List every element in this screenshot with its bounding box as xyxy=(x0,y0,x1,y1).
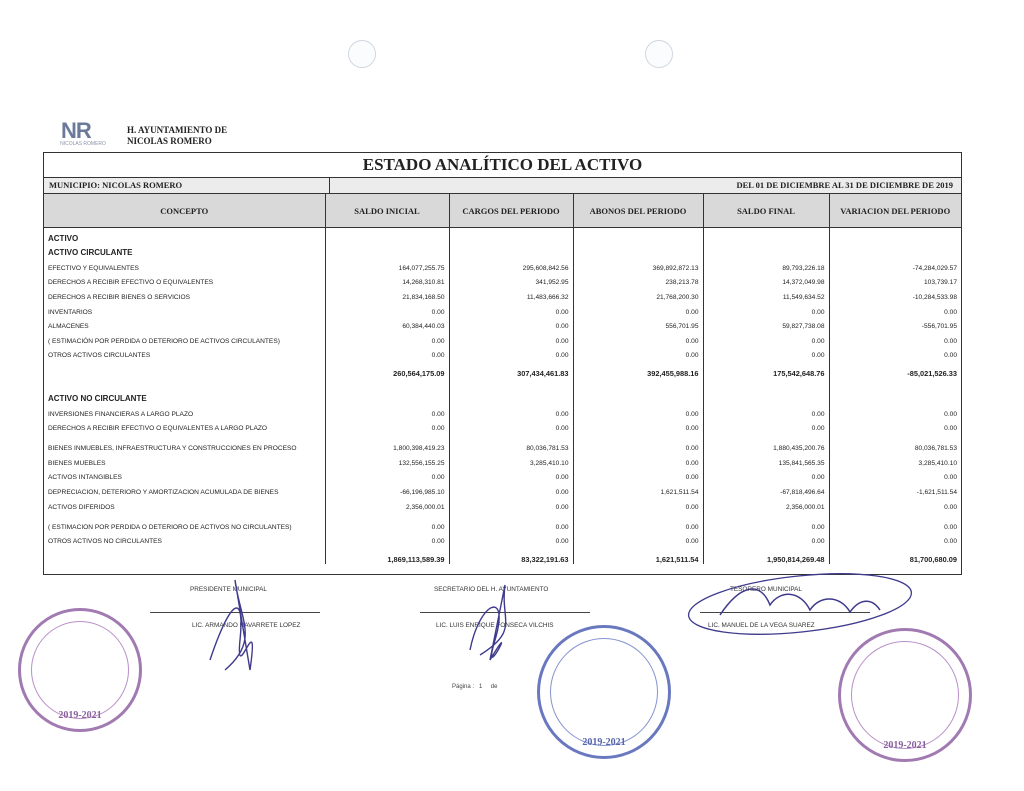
concept-cell: BIENES INMUEBLES, INFRAESTRUCTURA Y CONSTRUCCIONES EN PROCESO xyxy=(44,432,325,452)
amount-cell: 1,880,435,200.76 xyxy=(703,432,829,452)
secretario-name: LIC. LUIS ENRIQUE FONSECA VILCHIS xyxy=(436,622,554,629)
amount-cell: 238,213.78 xyxy=(573,272,703,287)
amount-cell: 83,322,191.63 xyxy=(449,545,573,564)
concept-cell: DERECHOS A RECIBIR EFECTIVO O EQUIVALENTES A LARGO PLAZO xyxy=(44,418,325,433)
amount-cell: 556,701.95 xyxy=(573,316,703,331)
amount-cell: 0.00 xyxy=(829,467,961,482)
col-header: SALDO FINAL xyxy=(703,194,829,228)
concept-cell: ACTIVO NO CIRCULANTE xyxy=(44,388,325,403)
page-label: Página : xyxy=(452,684,475,690)
seal-year: 2019-2021 xyxy=(58,710,102,721)
amount-cell: 369,892,872.13 xyxy=(573,257,703,272)
amount-cell: 0.00 xyxy=(829,531,961,546)
org-line-2: NICOLAS ROMERO xyxy=(127,136,212,146)
municipio-label: MUNICIPIO: NICOLAS ROMERO xyxy=(44,178,330,193)
amount-cell: 0.00 xyxy=(325,511,449,531)
amount-cell: 0.00 xyxy=(573,403,703,418)
amount-cell: 0.00 xyxy=(325,467,449,482)
amount-cell: 0.00 xyxy=(449,531,573,546)
seal-year: 2019-2021 xyxy=(883,740,927,751)
amount-cell: 0.00 xyxy=(703,403,829,418)
amount-cell: 0.00 xyxy=(325,418,449,433)
amount-cell: 1,621,511.54 xyxy=(573,481,703,496)
amount-cell: 0.00 xyxy=(829,301,961,316)
amount-cell: 0.00 xyxy=(449,403,573,418)
amount-cell: 0.00 xyxy=(449,316,573,331)
amount-cell: 295,608,842.56 xyxy=(449,257,573,272)
concept-cell: OTROS ACTIVOS CIRCULANTES xyxy=(44,345,325,360)
amount-cell: 80,036,781.53 xyxy=(449,432,573,452)
concept-cell: ( ESTIMACIÓN POR PERDIDA O DETERIORO DE ACTIVOS CIRCULANTES) xyxy=(44,330,325,345)
amount-cell: 0.00 xyxy=(573,496,703,511)
concept-cell: INVENTARIOS xyxy=(44,301,325,316)
page-indicator xyxy=(452,684,497,690)
secretaria-seal xyxy=(537,625,671,759)
amount-cell: 132,556,155.25 xyxy=(325,452,449,467)
amount-cell: 0.00 xyxy=(449,496,573,511)
presidente-title: PRESIDENTE MUNICIPAL xyxy=(190,586,267,593)
concept-cell: INVERSIONES FINANCIERAS A LARGO PLAZO xyxy=(44,403,325,418)
amount-cell: 14,268,310.81 xyxy=(325,272,449,287)
amount-cell: 0.00 xyxy=(573,345,703,360)
amount-cell: 103,739.17 xyxy=(829,272,961,287)
amount-cell: 80,036,781.53 xyxy=(829,432,961,452)
amount-cell: 0.00 xyxy=(703,418,829,433)
amount-cell: 0.00 xyxy=(325,345,449,360)
amount-cell: 0.00 xyxy=(325,531,449,546)
logo-text: NR xyxy=(61,118,91,143)
amount-cell: 0.00 xyxy=(449,301,573,316)
report-title: ESTADO ANALÍTICO DEL ACTIVO xyxy=(44,153,961,178)
logo-subtext: NICOLAS ROMERO xyxy=(60,141,106,147)
amount-cell: 0.00 xyxy=(573,531,703,546)
amount-cell: 0.00 xyxy=(573,432,703,452)
amount-cell: 1,869,113,589.39 xyxy=(325,545,449,564)
col-header: VARIACION DEL PERIODO xyxy=(829,194,961,228)
concept-cell: ALMACENES xyxy=(44,316,325,331)
amount-cell: 0.00 xyxy=(573,301,703,316)
amount-cell: 0.00 xyxy=(829,418,961,433)
amount-cell: 0.00 xyxy=(325,330,449,345)
amount-cell: 0.00 xyxy=(449,345,573,360)
concept-cell: ( ESTIMACION POR PERDIDA O DETERIORO DE ACTIVOS NO CIRCULANTES) xyxy=(44,511,325,531)
amount-cell: 0.00 xyxy=(573,418,703,433)
tesorero-title: TESORERO MUNICIPAL xyxy=(730,586,802,593)
page-of: de xyxy=(490,684,498,690)
tesoreria-seal xyxy=(838,628,972,762)
amount-cell: 392,455,988.16 xyxy=(573,359,703,378)
amount-cell: 81,700,680.09 xyxy=(829,545,961,564)
amount-cell: 0.00 xyxy=(449,511,573,531)
amount-cell: 1,800,398,419.23 xyxy=(325,432,449,452)
amount-cell: 0.00 xyxy=(573,330,703,345)
amount-cell: 59,827,738.08 xyxy=(703,316,829,331)
amount-cell: 2,356,000.01 xyxy=(703,496,829,511)
amount-cell: 11,549,634.52 xyxy=(703,286,829,301)
amount-cell: -556,701.95 xyxy=(829,316,961,331)
amount-cell: 135,841,565.35 xyxy=(703,452,829,467)
concept-cell: ACTIVOS INTANGIBLES xyxy=(44,467,325,482)
amount-cell: 0.00 xyxy=(703,531,829,546)
amount-cell: 0.00 xyxy=(703,330,829,345)
period-label: DEL 01 DE DICIEMBRE AL 31 DE DICIEMBRE DE 2019 xyxy=(736,180,953,190)
amount-cell: 0.00 xyxy=(829,330,961,345)
amount-cell: 0.00 xyxy=(325,403,449,418)
page-number: 1 xyxy=(479,684,483,690)
amount-cell: 21,834,168.50 xyxy=(325,286,449,301)
amount-cell: 3,285,410.10 xyxy=(829,452,961,467)
amount-cell: 0.00 xyxy=(829,511,961,531)
amount-cell: 0.00 xyxy=(829,345,961,360)
amount-cell: 60,384,440.03 xyxy=(325,316,449,331)
amount-cell: 164,077,255.75 xyxy=(325,257,449,272)
amount-cell: 11,483,666.32 xyxy=(449,286,573,301)
amount-cell: -74,284,029.57 xyxy=(829,257,961,272)
col-header: ABONOS DEL PERIODO xyxy=(573,194,703,228)
concept-cell: ACTIVO xyxy=(44,228,325,243)
amount-cell: 1,621,511.54 xyxy=(573,545,703,564)
amount-cell: 3,285,410.10 xyxy=(449,452,573,467)
secretario-title: SECRETARIO DEL H. AYUNTAMIENTO xyxy=(434,586,549,593)
concept-cell: DEPRECIACION, DETERIORO Y AMORTIZACION ACUMULADA DE BIENES xyxy=(44,481,325,496)
concept-cell: ACTIVO CIRCULANTE xyxy=(44,243,325,258)
concept-cell: EFECTIVO Y EQUIVALENTES xyxy=(44,257,325,272)
amount-cell: 0.00 xyxy=(703,511,829,531)
amount-cell: 0.00 xyxy=(449,330,573,345)
amount-cell: 0.00 xyxy=(703,467,829,482)
amount-cell: 1,950,814,269.48 xyxy=(703,545,829,564)
amount-cell: 0.00 xyxy=(703,345,829,360)
amount-cell: 307,434,461.83 xyxy=(449,359,573,378)
col-header: CARGOS DEL PERIODO xyxy=(449,194,573,228)
concept-cell: DERECHOS A RECIBIR EFECTIVO O EQUIVALENTES xyxy=(44,272,325,287)
amount-cell: 0.00 xyxy=(703,301,829,316)
concept-cell: BIENES MUEBLES xyxy=(44,452,325,467)
amount-cell: 0.00 xyxy=(449,467,573,482)
seal-year: 2019-2021 xyxy=(582,737,626,748)
amount-cell: 0.00 xyxy=(829,496,961,511)
concept-cell: ACTIVOS DIFERIDOS xyxy=(44,496,325,511)
amount-cell: -85,021,526.33 xyxy=(829,359,961,378)
amount-cell: 89,793,226.18 xyxy=(703,257,829,272)
amount-cell: -1,621,511.54 xyxy=(829,481,961,496)
col-header: SALDO INICIAL xyxy=(325,194,449,228)
presidencia-seal xyxy=(18,608,142,732)
amount-cell: 2,356,000.01 xyxy=(325,496,449,511)
amount-cell: 0.00 xyxy=(573,452,703,467)
concept-cell: DERECHOS A RECIBIR BIENES O SERVICIOS xyxy=(44,286,325,301)
org-line-1: H. AYUNTAMIENTO DE xyxy=(127,125,228,135)
amount-cell: 0.00 xyxy=(449,418,573,433)
col-header: CONCEPTO xyxy=(44,194,325,228)
amount-cell: -10,284,533.98 xyxy=(829,286,961,301)
amount-cell: 175,542,648.76 xyxy=(703,359,829,378)
amount-cell: -66,196,985.10 xyxy=(325,481,449,496)
amount-cell: -67,818,496.64 xyxy=(703,481,829,496)
amount-cell: 0.00 xyxy=(573,467,703,482)
amount-cell: 0.00 xyxy=(325,301,449,316)
tesorero-name: LIC. MANUEL DE LA VEGA SUAREZ xyxy=(708,622,815,629)
amount-cell: 0.00 xyxy=(829,403,961,418)
amount-cell: 0.00 xyxy=(449,481,573,496)
presidente-name: LIC. ARMANDO NAVARRETE LOPEZ xyxy=(192,622,301,629)
concept-cell: OTROS ACTIVOS NO CIRCULANTES xyxy=(44,531,325,546)
amount-cell: 14,372,049.98 xyxy=(703,272,829,287)
amount-cell: 260,564,175.09 xyxy=(325,359,449,378)
amount-cell: 341,952.95 xyxy=(449,272,573,287)
amount-cell: 0.00 xyxy=(573,511,703,531)
amount-cell: 21,768,200.30 xyxy=(573,286,703,301)
